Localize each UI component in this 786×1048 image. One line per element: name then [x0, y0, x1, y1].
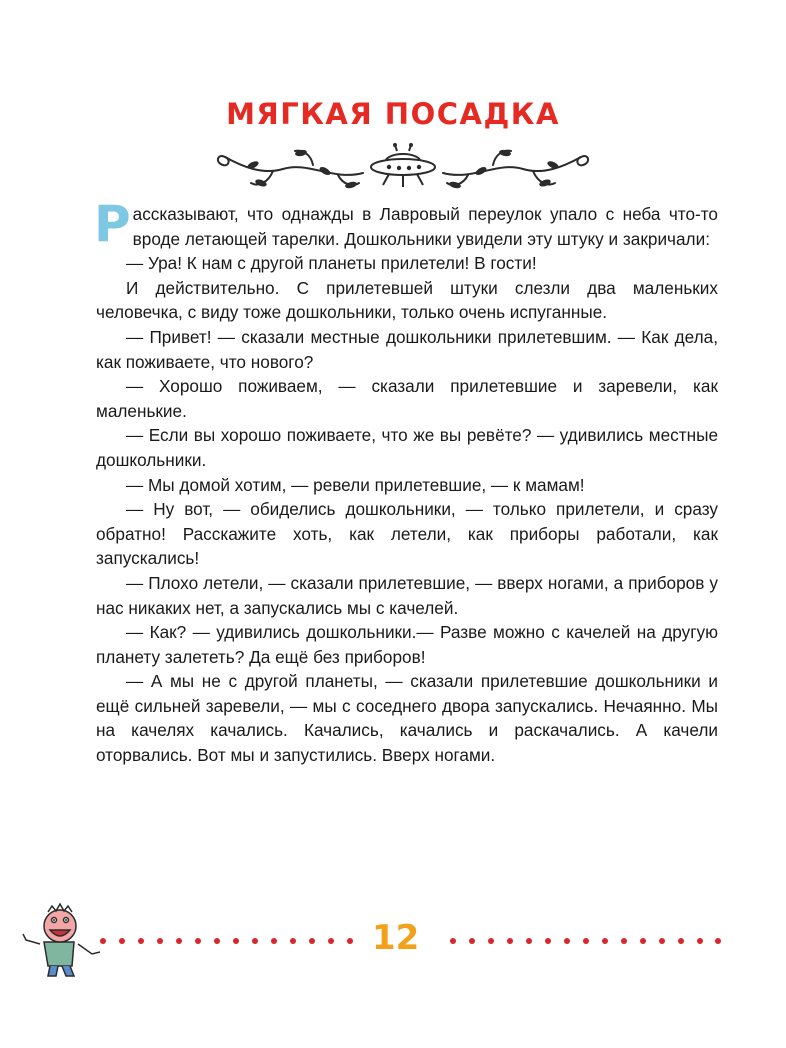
story-paragraph: — Ура! К нам с другой планеты прилетели! В гости!	[126, 253, 537, 274]
cheering-kid-icon	[20, 900, 105, 980]
drop-cap: Р	[94, 195, 131, 253]
story-paragraph: — Как? — удивились дошкольники.— Разве можно с качелей на другую планету залететь? Да ещё без приборов!	[96, 622, 718, 667]
story-paragraph: И действительно. С прилетевшей штуки слезли два маленьких человечка, с виду тоже дошкольники, только очень испуганные.	[96, 277, 718, 323]
footer-dots-left	[98, 936, 368, 946]
story-paragraph: Рассказывают, что однажды в Лавровый переулок упало с неба что-то вроде летающей тарелки. Дошкольники увидели эту штуку и закричали:	[94, 195, 718, 253]
story-text	[94, 195, 718, 768]
story-paragraph: — Хорошо поживаем, — сказали прилетевшие и заревели, как маленькие.	[96, 376, 718, 421]
story-paragraph: — Привет! — сказали местные дошкольники прилетевшим. — Как дела, как поживаете, что нового?	[96, 326, 718, 372]
footer-dots-right	[448, 936, 724, 946]
page-number: 12	[372, 918, 420, 958]
story-paragraph: — Плохо летели, — сказали прилетевшие, — вверх ногами, а приборов у нас никаких нет, а запускались мы с качелей.	[96, 572, 718, 618]
story-paragraph: — А мы не с другой планеты, — сказали прилетевшие дошкольники и ещё сильней заревели, — мы с соседнего двора запускались. Нечаянно. Мы на качелях качались. Качались, качались и раскачались. А качели оторвались. Вот мы и запустились. Вверх ногами.	[96, 671, 718, 766]
story-paragraph: — Ну вот, — обиделись дошкольники, — только прилетели, и сразу обратно! Расскажите хоть, как летели, как приборы работали, как запускались!	[96, 499, 718, 569]
ufo-vine-ornament-icon	[213, 143, 593, 195]
page-title: МЯГКАЯ ПОСАДКА	[226, 97, 560, 131]
story-paragraph: — Если вы хорошо поживаете, что же вы ревёте? — удивились местные дошкольники.	[96, 425, 718, 470]
story-paragraph: — Мы домой хотим, — ревели прилетевшие, — к мамам!	[126, 474, 585, 495]
